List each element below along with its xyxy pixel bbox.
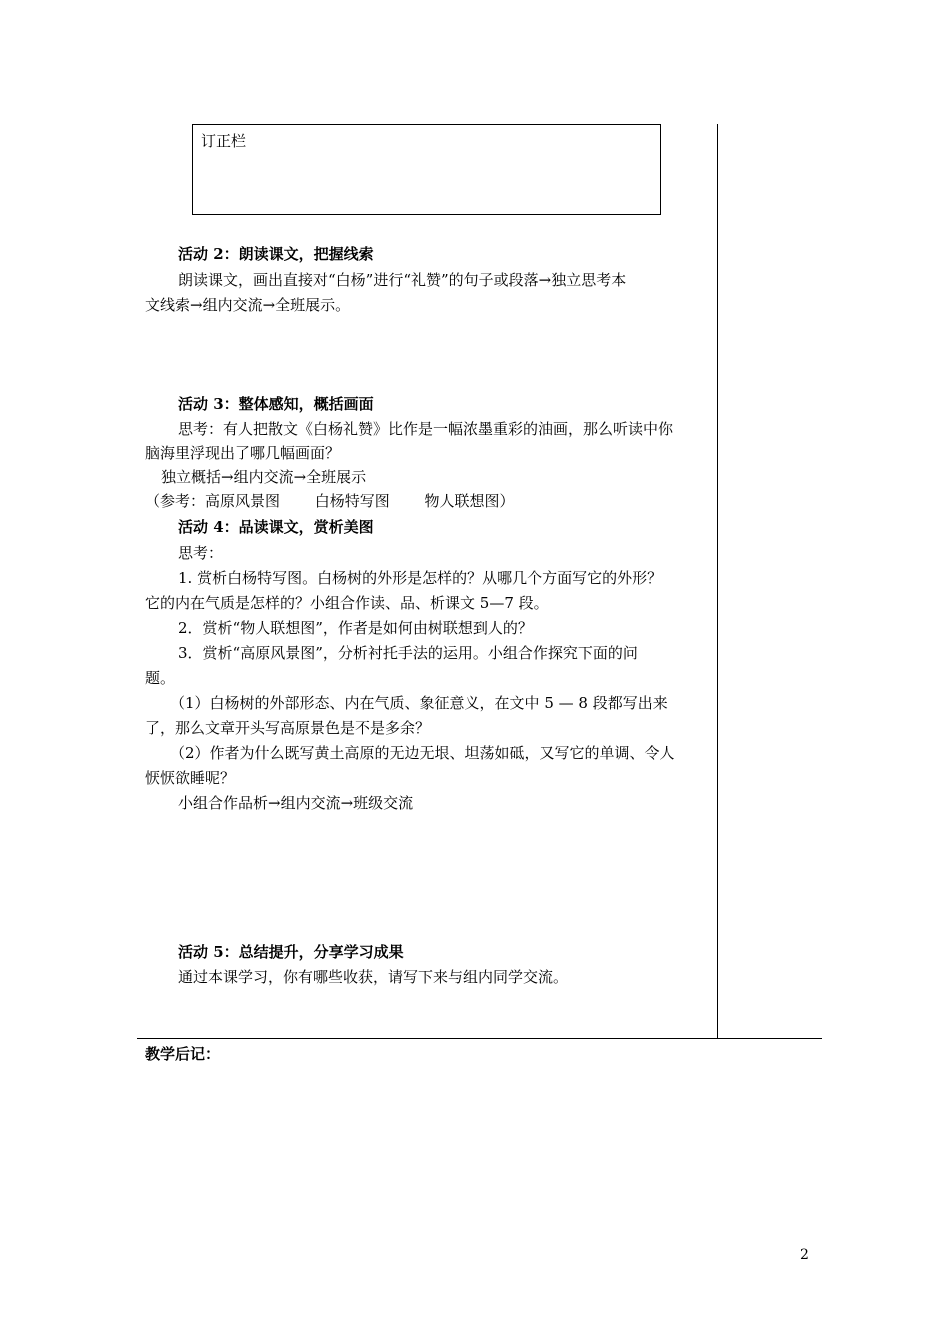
activity3-text-3: 独立概括→组内交流→全班展示 — [161, 468, 367, 486]
page-number: 2 — [800, 1247, 809, 1263]
activity4-q1-line2: 它的内在气质是怎样的？小组合作读、品、析课文 5—7 段。 — [145, 594, 549, 612]
activity3-heading: 活动 3：整体感知，概括画面 — [178, 395, 374, 413]
activity4-sub1-line1: （1）白杨树的外部形态、内在气质、象征意义，在文中 5 — 8 段都写出来 — [170, 694, 668, 712]
activity4-sub2-line2: 恹恹欲睡呢？ — [145, 769, 236, 787]
activity4-flow: 小组合作品析→组内交流→班级交流 — [178, 794, 414, 812]
table-right-border — [717, 124, 718, 1039]
activity4-q3-line2: 题。 — [145, 669, 176, 687]
activity2-text-2: 文线索→组内交流→全班展示。 — [145, 296, 351, 314]
activity5-heading: 活动 5：总结提升，分享学习成果 — [178, 943, 404, 961]
table-bottom-border — [137, 1038, 822, 1039]
activity4-sub1-line2: 了，那么文章开头写高原景色是不是多余？ — [145, 719, 431, 737]
activity4-think: 思考： — [178, 544, 224, 562]
teaching-notes-label: 教学后记： — [145, 1045, 221, 1063]
activity3-text-1: 思考：有人把散文《白杨礼赞》比作是一幅浓墨重彩的油画，那么听读中你 — [178, 420, 674, 438]
activity4-q2: 2．赏析“物人联想图”，作者是如何由树联想到人的？ — [178, 619, 533, 637]
activity2-text-1: 朗读课文，画出直接对“白杨”进行“礼赞”的句子或段落→独立思考本 — [178, 271, 627, 289]
activity4-heading: 活动 4：品读课文，赏析美图 — [178, 518, 374, 536]
activity2-heading: 活动 2：朗读课文，把握线索 — [178, 245, 374, 263]
activity4-sub2-line1: （2）作者为什么既写黄土高原的无边无垠、坦荡如砥，又写它的单调、令人 — [170, 744, 675, 762]
activity3-text-4: （参考：高原风景图 白杨特写图 物人联想图） — [145, 492, 515, 510]
activity5-text-1: 通过本课学习，你有哪些收获，请写下来与组内同学交流。 — [178, 968, 569, 986]
correction-box-label: 订正栏 — [201, 132, 247, 150]
activity4-q3-line1: 3．赏析“高原风景图”，分析衬托手法的运用。小组合作探究下面的问 — [178, 644, 638, 662]
activity3-text-2: 脑海里浮现出了哪几幅画面？ — [145, 444, 341, 462]
correction-box — [192, 124, 661, 215]
activity4-q1-line1: 1. 赏析白杨特写图。白杨树的外形是怎样的？从哪几个方面写它的外形？ — [178, 569, 663, 587]
